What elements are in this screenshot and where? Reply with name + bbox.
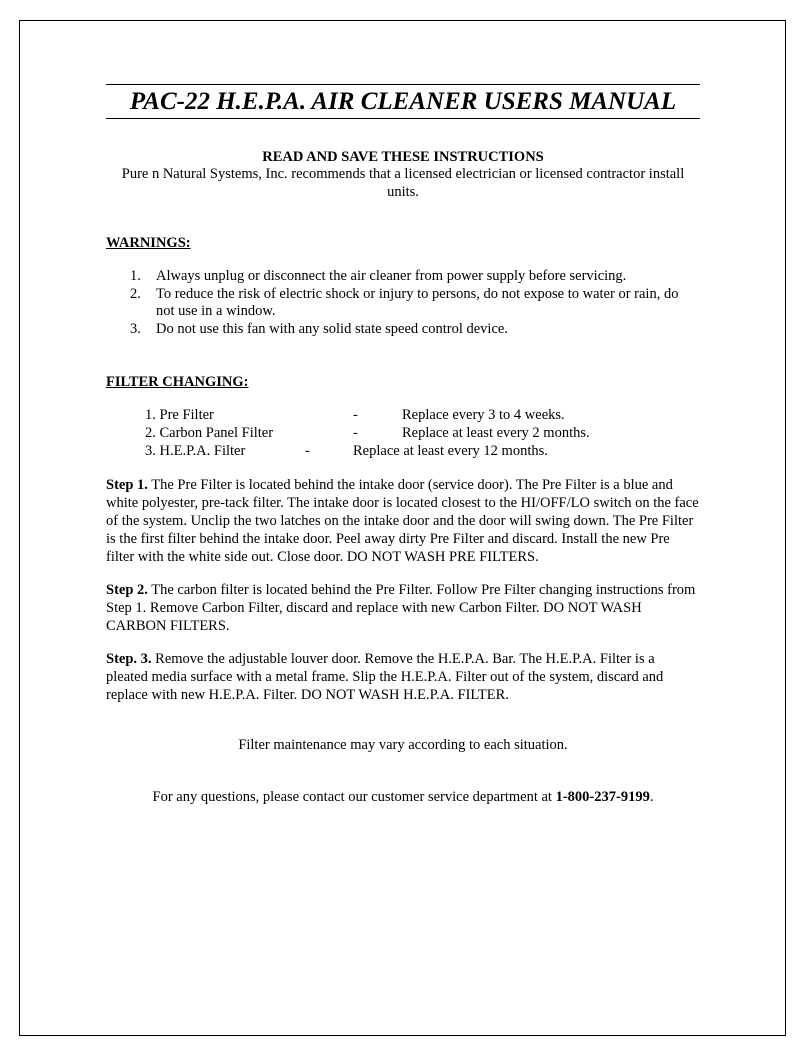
document-title: PAC-22 H.E.P.A. AIR CLEANER USERS MANUAL	[129, 88, 677, 115]
title-bottom-rule	[106, 118, 700, 119]
warning-text: To reduce the risk of electric shock or injury to persons, do not expose to water or rain, do not use in a window.	[156, 285, 679, 319]
filter-dash: -	[353, 425, 358, 441]
step-1-text: The Pre Filter is located behind the intake door (service door). The Pre Filter is a blue and white polyester, pre-tack filter. The intake door is located closest to the HI/OFF/LO switch on the face of the system. Unclip the two latches on the intake door and the door will swing down. The Pre Filter is the first filter behind the intake door. Peel away dirty Pre Filter and discard. Install the new Pre filter with the white side out. Close door. DO NOT WASH PRE FILTERS.	[106, 477, 699, 565]
phone-number: 1-800-237-9199	[555, 789, 650, 805]
warning-item	[106, 286, 696, 321]
step-3-text: Remove the adjustable louver door. Remove the H.E.P.A. Bar. The H.E.P.A. Filter is a pleated media surface with a metal frame. Slip the H.E.P.A. Filter out of the system, discard and replace with new H.E.P.A. Filter. DO NOT WASH H.E.P.A. FILTER.	[106, 651, 664, 703]
filter-name: 1. Pre Filter	[145, 407, 214, 423]
step-1-paragraph	[106, 476, 700, 566]
filter-dash: -	[353, 407, 358, 423]
contact-line	[106, 788, 700, 806]
warning-number: 1.	[130, 268, 141, 284]
step-2-paragraph	[106, 581, 700, 635]
step-3-paragraph	[106, 650, 700, 704]
contact-text: For any questions, please contact our customer service department at	[152, 789, 556, 805]
filter-interval: Replace at least every 2 months.	[402, 425, 590, 441]
warnings-list	[106, 268, 696, 338]
step-2-text: The carbon filter is located behind the Pre Filter. Follow Pre Filter changing instructions from Step 1. Remove Carbon Filter, discard and replace with new Carbon Filter. DO NOT WASH CARBON FILTERS.	[106, 582, 696, 634]
filter-name: 2. Carbon Panel Filter	[145, 425, 274, 441]
warning-text: Always unplug or disconnect the air cleaner from power supply before servicing.	[156, 268, 627, 284]
maintenance-note: Filter maintenance may vary according to each situation.	[238, 737, 568, 753]
filter-interval: Replace every 3 to 4 weeks.	[402, 407, 565, 423]
title-top-rule	[106, 84, 700, 85]
warning-item	[106, 268, 696, 286]
intro-text: Pure n Natural Systems, Inc. recommends that a licensed electrician or licensed contractor install units.	[121, 166, 685, 200]
filter-dash: -	[305, 443, 310, 459]
warning-item	[106, 321, 696, 339]
step-2-label: Step 2.	[106, 582, 148, 598]
filter-changing-heading: FILTER CHANGING:	[106, 374, 249, 390]
warning-number: 3.	[130, 320, 141, 337]
step-3-label: Step. 3.	[106, 651, 152, 667]
step-1-label: Step 1.	[106, 477, 148, 493]
read-save-heading: READ AND SAVE THESE INSTRUCTIONS	[262, 149, 544, 165]
warnings-heading: WARNINGS:	[106, 235, 191, 251]
contact-end: .	[649, 789, 654, 805]
filter-interval: Replace at least every 12 months.	[353, 443, 548, 459]
warning-text: Do not use this fan with any solid state speed control device.	[156, 320, 508, 337]
warning-number: 2.	[130, 285, 141, 302]
filter-name: 3. H.E.P.A. Filter	[145, 443, 246, 459]
